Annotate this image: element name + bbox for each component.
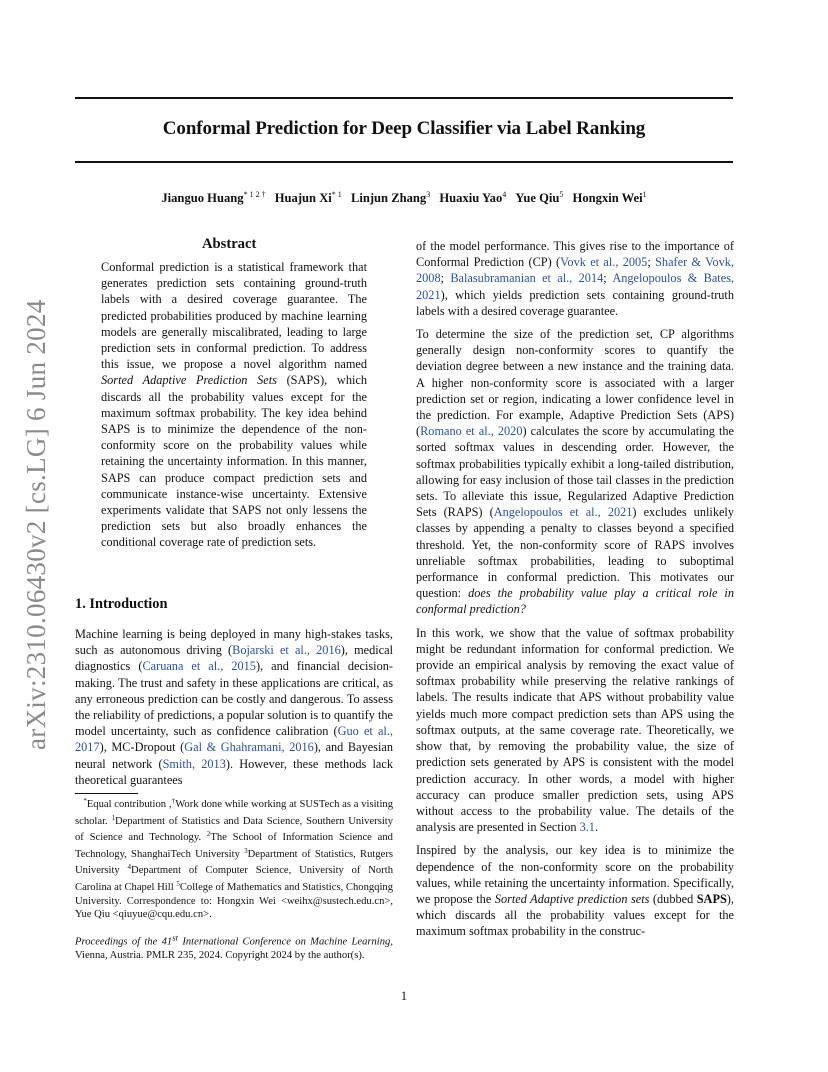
citation-link[interactable]: Angelopoulos & Bates, 2021: [416, 271, 735, 302]
author: Yue Qiu$^5$: [515, 190, 564, 205]
author: Linjun Zhang$^3$: [350, 190, 431, 205]
citation-link[interactable]: Smith, 2013: [162, 756, 226, 771]
page-number: 1: [400, 989, 408, 1003]
paper-title: Conformal Prediction for Deep Classifier via Label Ranking: [162, 118, 646, 139]
title-bottom-rule: [75, 161, 733, 163]
citation-link[interactable]: Balasubramanian et al., 2014: [450, 271, 604, 286]
author: Huaxiu Yao$^4$: [439, 190, 507, 205]
paragraph: In this work, we show that the value of softmax probability might be redundant information for conformal prediction. We provide an empirical analysis by removing the exact value of softmax probability while preserving the relative rankings of labels. The results indicate that APS without probability value yields much more compact prediction sets than APS using the softmax outputs, at the same coverage rate. Theoretically, we show that, by removing the probability value, the size of prediction sets generated by APS is consistent with the model prediction accuracy. In other words, a model with higher accuracy can produce smaller prediction sets, using APS without access to the probability value. The details of the analysis are presented in Section 3.1.: [416, 625, 734, 835]
title-top-rule: [75, 97, 733, 99]
citation-link[interactable]: Vovk et al., 2005: [560, 255, 648, 270]
citation-link[interactable]: Gal & Ghahramani, 2016: [184, 740, 314, 755]
citation-link[interactable]: Shafer & Vovk, 2008: [416, 255, 734, 286]
citation-link[interactable]: Romano et al., 2020: [420, 424, 523, 439]
citation-link[interactable]: Bojarski et al., 2016: [232, 643, 341, 658]
affiliations-footnote: *Equal contribution ,†Work done while working at SUSTech as a visiting scholar. $^1$Department of Statistics and Data Science, Southern University of Science and Technology. $^2$The School of Information Science and Technology, ShanghaiTech University $^3$Department of Statistics, Rutgers University $^4$Department of Computer Science, University of North Carolina at Chapel Hill $^5$College of Mathematics and Statistics, Chongqing University. Correspondence to: Hongxin Wei <weihx@sustech.edu.cn>, Yue Qiu <qiuyue@cqu.edu.cn>.: [75, 797, 394, 921]
author: Hongxin Wei$^1$: [572, 190, 647, 205]
author: Huajun Xi$^{* 1}$: [274, 190, 342, 205]
proceedings-note: Proceedings of the 41st International Conference on Machine Learning, Vienna, Austria. PMLR 235, 2024. Copyright 2024 by the author(s).: [75, 932, 393, 962]
section-heading-introduction: 1. Introduction: [75, 596, 168, 612]
citation-link[interactable]: Guo et al., 2017: [75, 724, 393, 755]
introduction-paragraph: Machine learning is being deployed in many high-stakes tasks, such as autonomous driving (Bojarski et al., 2016), medical diagnostics (Caruana et al., 2015), and financial decision-making. The trust and safety in these applications are critical, as any erroneous prediction can be costly and dangerous. To assess the reliability of predictions, a popular solution is to quantify the model uncertainty, such as confidence calibration (Guo et al., 2017), MC-Dropout (Gal & Ghahramani, 2016), and Bayesian neural network (Smith, 2013). However, these methods lack theoretical guarantees: [75, 627, 393, 787]
abstract-heading: Abstract: [202, 236, 257, 252]
arxiv-identifier-stamp[interactable]: arXiv:2310.06430v2 [cs.LG] 6 Jun 2024: [21, 299, 51, 750]
section-link[interactable]: 3.1: [579, 820, 595, 835]
paragraph: To determine the size of the prediction set, CP algorithms generally design non-conformity scores to quantify the deviation degree between a new instance and the training data. A higher non-conformity score is associated with a larger prediction set or region, indicating a lower confidence level in the prediction. For example, Adaptive Prediction Sets (APS) (Romano et al., 2020) calculates the score by accumulating the sorted softmax values in descending order. However, the softmax probabilities typically exhibit a long-tailed distribution, allowing for easy inclusion of those tail classes in the prediction sets. To alleviate this issue, Regularized Adaptive Prediction Sets (RAPS) (Angelopoulos et al., 2021) excludes unlikely classes by appending a penalty to classes beyond a specified threshold. Yet, the non-conformity score of RAPS involves unreliable softmax probabilities, leading to suboptimal performance in conformal prediction. This motivates our question: does the probability value play a critical role in conformal prediction?: [416, 327, 734, 617]
paragraph: of the model performance. This gives rise to the importance of Conformal Prediction (CP) (Vovk et al., 2005; Shafer & Vovk, 2008; Balasubramanian et al., 2014; Angelopoulos & Bates, 2021), which yields prediction sets containing ground-truth labels with a desired coverage guarantee.: [416, 239, 735, 318]
citation-link[interactable]: Angelopoulos et al., 2021: [493, 505, 633, 520]
paragraph: Inspired by the analysis, our key idea is to minimize the dependence of the non-conformity score on the probability values, while retaining the uncertainty information. Specifically, we propose the Sorted Adaptive prediction sets (dubbed SAPS), which discards all the probability values except for the maximum softmax probability in the construc-: [416, 843, 734, 939]
footnote-rule: [75, 793, 138, 794]
abstract-body: Conformal prediction is a statistical framework that generates prediction sets containing ground-truth labels with a desired coverage guarantee. The predicted probabilities produced by machine learning models are generally miscalibrated, leading to large prediction sets in conformal prediction. To address this issue, we propose a novel algorithm named Sorted Adaptive Prediction Sets (SAPS), which discards all the probability values except for the maximum softmax probability. The key idea behind SAPS is to minimize the dependence of the non-conformity score on the probability values while retaining the uncertainty information. In this manner, SAPS can produce compact prediction sets and communicate instance-wise uncertainty. Extensive experiments validate that SAPS not only lessens the prediction sets but also broadly enhances the conditional coverage rate of prediction sets.: [101, 260, 367, 550]
citation-link[interactable]: Caruana et al., 2015: [142, 659, 256, 674]
author: Jianguo Huang$^{* 1 2 \dagger}$: [161, 190, 266, 205]
author-list: [75, 190, 733, 206]
right-column: [416, 238, 734, 940]
